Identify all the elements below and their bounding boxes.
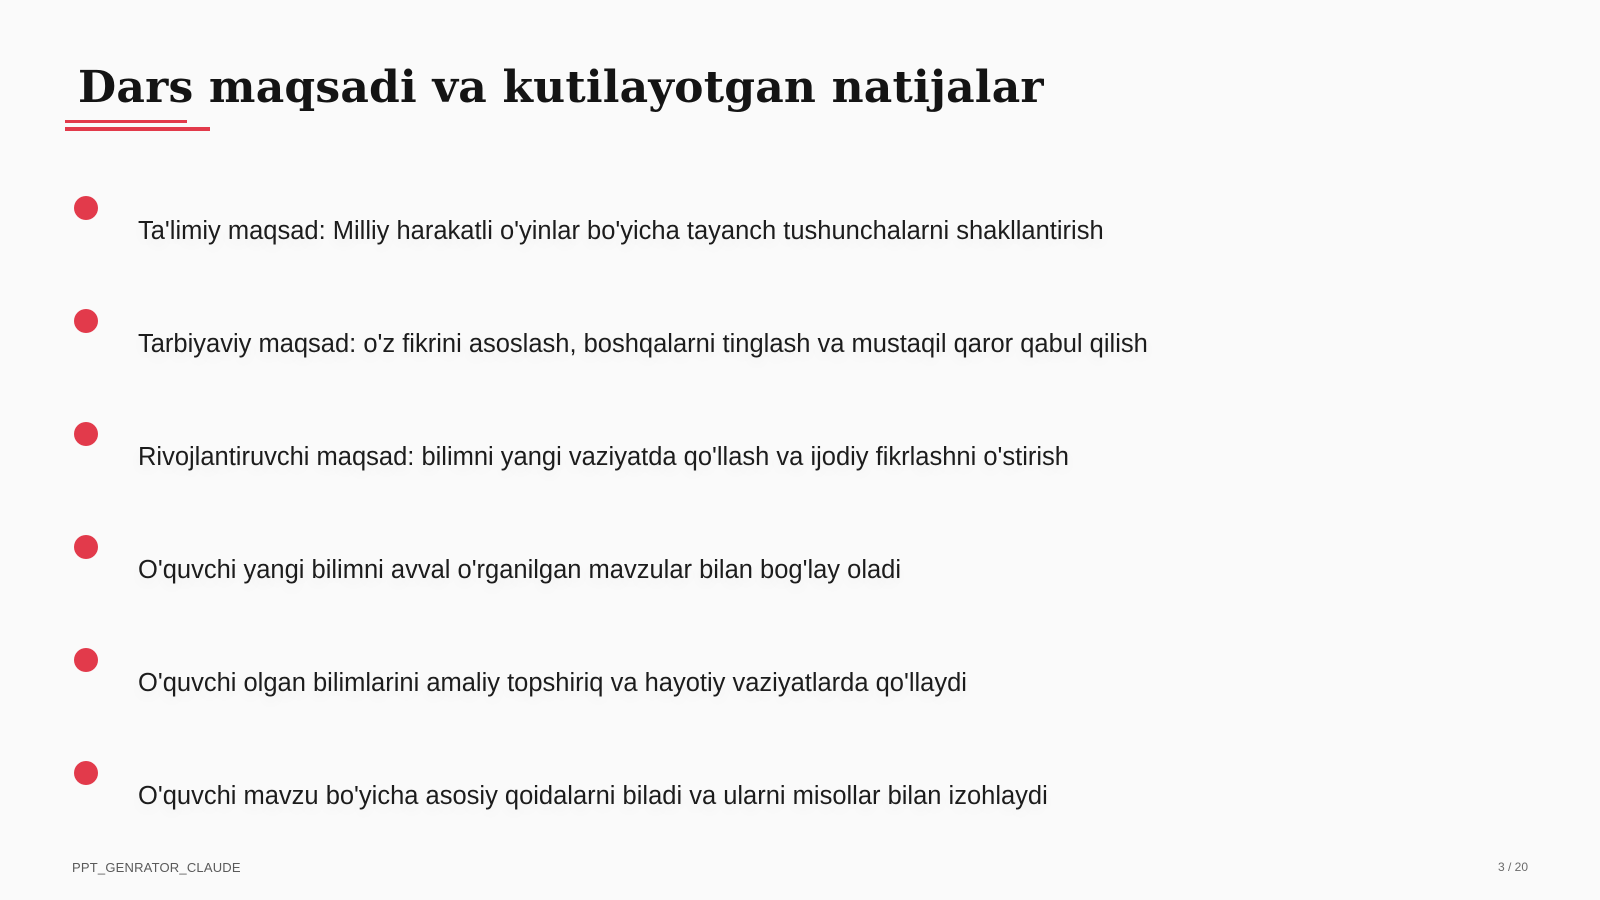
bullet-dot bbox=[74, 761, 98, 785]
bullet-text: Ta'limiy maqsad: Milliy harakatli o'yinlar bo'yicha tayanch tushunchalarni shakllantirish bbox=[138, 217, 1104, 245]
page-number: 3 / 20 bbox=[1497, 860, 1528, 874]
bullet-dot bbox=[74, 309, 98, 333]
bullet-text: Tarbiyaviy maqsad: o'z fikrini asoslash, boshqalarni tinglash va mustaqil qaror qabul qilish bbox=[138, 330, 1148, 358]
slide-title: Dars maqsadi va kutilayotgan natijalar bbox=[78, 62, 1044, 113]
bullet-item-6 bbox=[0, 761, 1600, 831]
bullet-item-5 bbox=[0, 648, 1600, 718]
bullet-dot bbox=[74, 535, 98, 559]
bullet-text: O'quvchi yangi bilimni avval o'rganilgan mavzular bilan bog'lay oladi bbox=[138, 556, 902, 584]
bullet-item-2 bbox=[0, 309, 1600, 379]
bullet-item-4 bbox=[0, 535, 1600, 605]
bullet-dot bbox=[74, 422, 98, 446]
bullet-item-3 bbox=[0, 422, 1600, 492]
bullet-text: Rivojlantiruvchi maqsad: bilimni yangi vaziyatda qo'llash va ijodiy fikrlashni o'stirish bbox=[138, 443, 1069, 471]
bullet-text: O'quvchi olgan bilimlarini amaliy topshiriq va hayotiy vaziyatlarda qo'llaydi bbox=[138, 669, 967, 697]
bullet-item-1 bbox=[0, 196, 1600, 266]
footer-label: PPT_GENRATOR_CLAUDE bbox=[72, 860, 241, 875]
bullet-text: O'quvchi mavzu bo'yicha asosiy qoidalarni biladi va ularni misollar bilan izohlaydi bbox=[138, 782, 1048, 810]
bullet-dot bbox=[74, 196, 98, 220]
bullet-dot bbox=[74, 648, 98, 672]
